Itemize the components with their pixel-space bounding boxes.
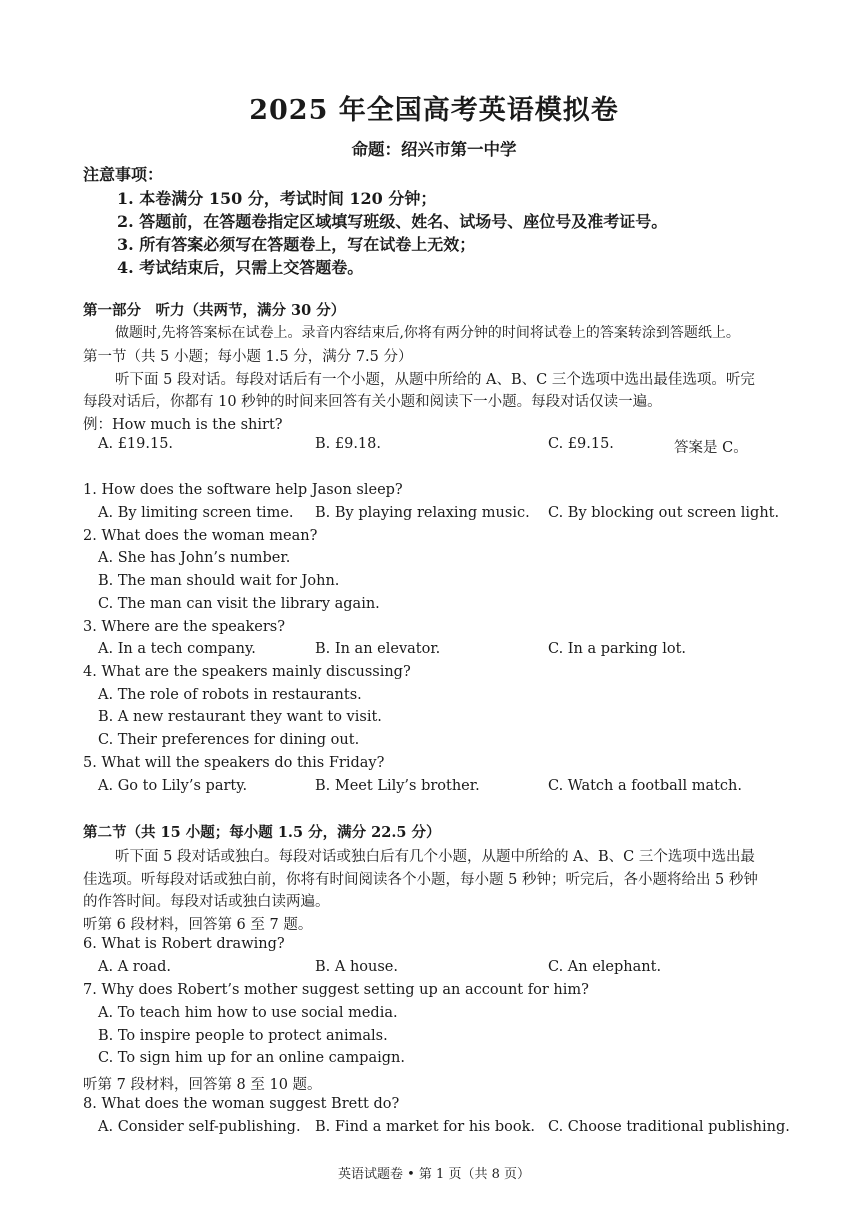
option-a: A. Go to Lily’s party. — [98, 778, 248, 794]
option-c: C. By blocking out screen light. — [548, 505, 780, 521]
option-b: B. A new restaurant they want to visit. — [98, 709, 382, 725]
option-a: A. In a tech company. — [98, 641, 256, 657]
option-b: B. Meet Lily’s brother. — [315, 778, 480, 794]
part1-instruction: 做题时,先将答案标在试卷上。录音内容结束后,你将有两分钟的时间将试卷上的答案转涂到答题纸上。 — [115, 325, 740, 341]
note-item: 4. 考试结束后，只需上交答题卷。 — [117, 258, 364, 277]
page-title: 2025 年全国高考英语模拟卷 — [249, 95, 619, 126]
example-option-a: A. £19.15. — [98, 436, 174, 452]
note-item: 3. 所有答案必须写在答题卷上，写在试卷上无效； — [117, 235, 476, 254]
option-a: A. The role of robots in restaurants. — [98, 687, 362, 703]
option-b: B. Find a market for his book. — [315, 1119, 535, 1135]
option-a: A. She has John’s number. — [98, 550, 291, 566]
option-a: A. A road. — [98, 959, 171, 975]
option-c: C. Their preferences for dining out. — [98, 732, 360, 748]
question-stem: 8. What does the woman suggest Brett do? — [83, 1096, 400, 1112]
notes-heading: 注意事项： — [83, 165, 164, 184]
part1-heading: 第一部分 听力（共两节，满分 30 分） — [83, 302, 346, 319]
option-b: B. A house. — [315, 959, 398, 975]
option-c: C. The man can visit the library again. — [98, 596, 380, 612]
example-answer: 答案是 C。 — [674, 440, 748, 456]
option-a: A. Consider self-publishing. — [98, 1119, 301, 1135]
question-stem: 1. How does the software help Jason sleep? — [83, 482, 403, 498]
option-c: C. In a parking lot. — [548, 641, 687, 657]
note-item: 1. 本卷满分 150 分，考试时间 120 分钟； — [117, 189, 437, 208]
material-heading: 听第 6 段材料，回答第 6 至 7 题。 — [83, 917, 313, 933]
section2-heading: 第二节（共 15 小题；每小题 1.5 分，满分 22.5 分） — [83, 824, 441, 841]
option-b: B. In an elevator. — [315, 641, 441, 657]
section1-instruction: 听下面 5 段对话。每段对话后有一个小题，从题中所给的 A、B、C 三个选项中选出最佳选项。听完 — [115, 372, 755, 388]
section2-instruction: 的作答时间。每段对话或独白读两遍。 — [83, 894, 330, 910]
note-item: 2. 答题前，在答题卷指定区域填写班级、姓名、试场号、座位号及准考证号。 — [117, 212, 668, 231]
question-stem: 3. Where are the speakers? — [83, 619, 285, 635]
question-stem: 6. What is Robert drawing? — [83, 936, 285, 952]
option-a: A. By limiting screen time. — [98, 505, 294, 521]
option-c: C. Choose traditional publishing. — [548, 1119, 790, 1135]
option-c: C. An elephant. — [548, 959, 662, 975]
option-b: B. The man should wait for John. — [98, 573, 340, 589]
example-option-c: C. £9.15. — [548, 436, 614, 452]
question-stem: 2. What does the woman mean? — [83, 528, 318, 544]
page-footer: 英语试题卷 • 第 1 页（共 8 页） — [337, 1167, 530, 1182]
question-stem: 7. Why does Robert’s mother suggest setting up an account for him? — [83, 982, 589, 998]
section1-instruction: 每段对话后，你都有 10 秒钟的时间来回答有关小题和阅读下一小题。每段对话仅读一遍。 — [83, 394, 662, 410]
option-b: B. To inspire people to protect animals. — [98, 1028, 388, 1044]
question-stem: 5. What will the speakers do this Friday? — [83, 755, 385, 771]
section2-instruction: 佳选项。听每段对话或独白前，你将有时间阅读各个小题，每小题 5 秒钟；听完后，各小题将给出 5 秒钟 — [83, 872, 758, 888]
section2-instruction: 听下面 5 段对话或独白。每段对话或独白后有几个小题，从题中所给的 A、B、C 三个选项中选出最 — [115, 849, 755, 865]
section1-heading: 第一节（共 5 小题；每小题 1.5 分，满分 7.5 分） — [83, 349, 413, 365]
option-c: C. To sign him up for an online campaign. — [98, 1050, 405, 1066]
example-question: 例：How much is the shirt? — [83, 417, 283, 433]
material-heading: 听第 7 段材料，回答第 8 至 10 题。 — [83, 1077, 322, 1093]
question-stem: 4. What are the speakers mainly discussing? — [83, 664, 411, 680]
option-b: B. By playing relaxing music. — [315, 505, 530, 521]
page-subtitle: 命题：绍兴市第一中学 — [351, 140, 517, 159]
option-a: A. To teach him how to use social media. — [98, 1005, 398, 1021]
example-option-b: B. £9.18. — [315, 436, 381, 452]
option-c: C. Watch a football match. — [548, 778, 742, 794]
